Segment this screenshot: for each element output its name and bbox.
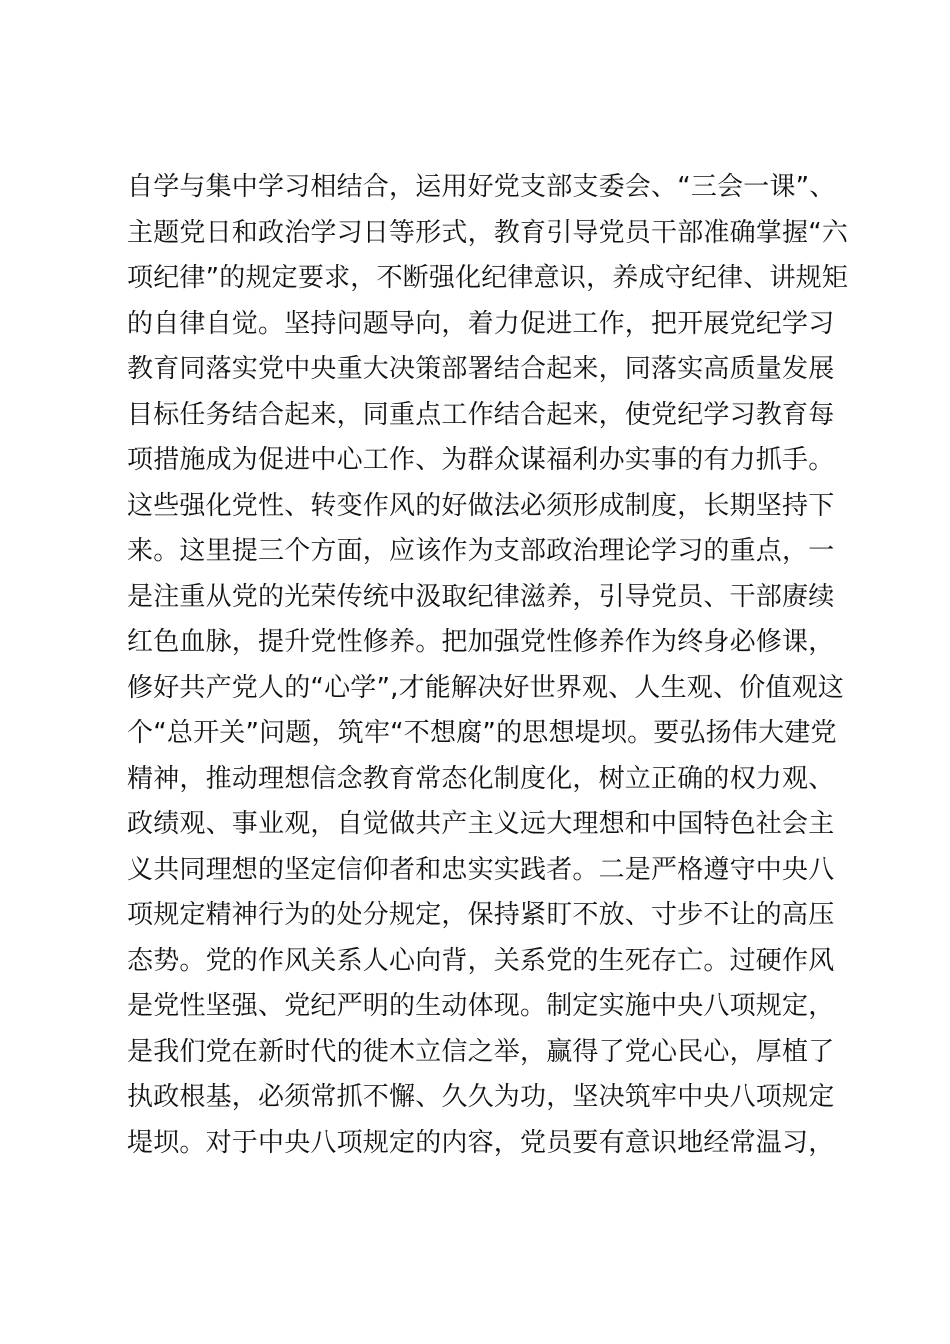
text-line: 项纪律”的规定要求，不断强化纪律意识，养成守纪律、讲规矩 xyxy=(127,263,849,293)
body-text xyxy=(127,165,849,1166)
text-line: 来。这里提三个方面，应该作为支部政治理论学习的重点，一 xyxy=(127,536,835,566)
text-line: 义共同理想的坚定信仰者和忠实实践者。二是严格遵守中央八 xyxy=(127,854,835,885)
text-line: 态势。党的作风关系人心向背，关系党的生死存亡。过硬作风 xyxy=(127,945,835,976)
text-line: 项措施成为促进中心工作、为群众谋福利办实事的有力抓手。 xyxy=(127,445,835,475)
text-line: 项规定精神行为的处分规定，保持紧盯不放、寸步不让的高压 xyxy=(127,900,835,930)
text-line: 个“总开关”问题，筑牢“不想腐”的思想堤坝。要弘扬伟大建党 xyxy=(127,718,837,748)
text-line: 是注重从党的光荣传统中汲取纪律滋养，引导党员、干部赓续 xyxy=(127,581,835,612)
text-line: 执政根基，必须常抓不懈、久久为功，坚决筑牢中央八项规定 xyxy=(127,1082,835,1112)
text-line: 是我们党在新时代的徙木立信之举，赢得了党心民心，厚植了 xyxy=(127,1036,835,1067)
text-line: 政绩观、事业观，自觉做共产主义远大理想和中国特色社会主 xyxy=(127,809,835,839)
text-line: 目标任务结合起来，同重点工作结合起来，使党纪学习教育每 xyxy=(127,399,835,430)
text-line: 修好共产党人的“心学”,才能解决好世界观、人生观、价值观这 xyxy=(127,672,845,703)
text-line: 堤坝。对于中央八项规定的内容，党员要有意识地经常温习， xyxy=(127,1127,835,1158)
text-line: 教育同落实党中央重大决策部署结合起来，同落实高质量发展 xyxy=(127,354,835,384)
text-line: 精神，推动理想信念教育常态化制度化，树立正确的权力观、 xyxy=(127,763,835,794)
text-line: 的自律自觉。坚持问题导向，着力促进工作，把开展党纪学习 xyxy=(127,308,835,339)
text-line: 主题党日和政治学习日等形式，教育引导党员干部准确掌握“六 xyxy=(127,217,849,248)
text-line: 自学与集中学习相结合，运用好党支部支委会、“三会一课”、 xyxy=(127,172,836,202)
text-line: 红色血脉，提升党性修养。把加强党性修养作为终身必修课， xyxy=(127,627,835,657)
text-line: 是党性坚强、党纪严明的生动体现。制定实施中央八项规定， xyxy=(127,991,835,1021)
text-line: 这些强化党性、转变作风的好做法必须形成制度，长期坚持下 xyxy=(127,490,835,521)
